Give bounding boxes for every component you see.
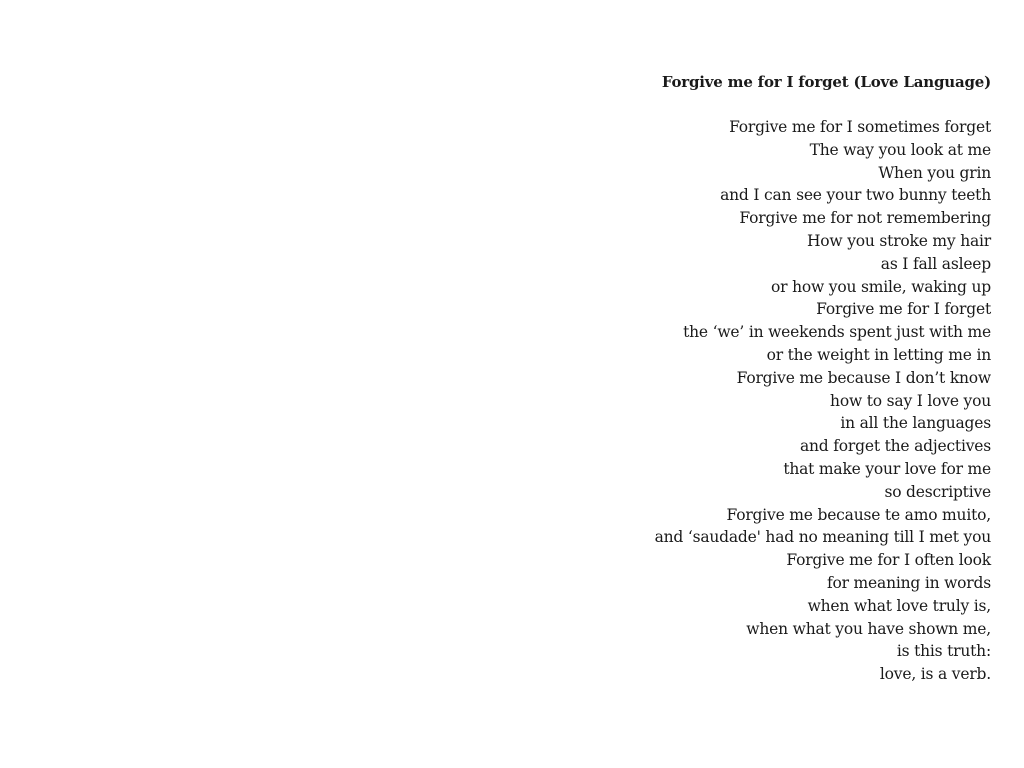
poem-line: and I can see your two bunny teeth (720, 186, 991, 205)
poem-line: or how you smile, waking up (771, 277, 991, 296)
poem-line: Forgive me for I often look (786, 551, 991, 570)
poem-line: and forget the adjectives (799, 437, 991, 456)
poem (431, 70, 991, 686)
poem-line: love, is a verb. (879, 665, 991, 684)
poem-line: and ‘saudade' had no meaning till I met you (654, 528, 991, 547)
poem-line: that make your love for me (783, 459, 991, 478)
poem-line: when what you have shown me, (746, 619, 991, 638)
poem-body (431, 116, 991, 686)
poem-line: Forgive me for I sometimes forget (729, 118, 991, 136)
poem-line: is this truth: (896, 642, 991, 661)
poem-line: Forgive me because I don’t know (736, 368, 991, 387)
poem-line: Forgive me because te amo muito, (726, 505, 991, 524)
poem-line: Forgive me for not remembering (739, 209, 991, 228)
poem-line: when what love truly is, (807, 596, 991, 615)
poem-line: for meaning in words (826, 573, 991, 592)
poem-line: in all the languages (840, 414, 991, 433)
poem-line: How you stroke my hair (806, 231, 991, 250)
poem-line: Forgive me for I forget (816, 300, 991, 319)
poem-line: or the weight in letting me in (766, 345, 991, 364)
poem-line: how to say I love you (830, 391, 991, 410)
poem-title: Forgive me for I forget (Love Language) (661, 73, 991, 91)
poem-line: so descriptive (884, 482, 991, 501)
poem-line: When you grin (878, 163, 991, 182)
poem-line: the ‘we’ in weekends spent just with me (683, 323, 991, 342)
poem-line: The way you look at me (809, 140, 991, 159)
poem-line: as I fall asleep (880, 254, 991, 273)
